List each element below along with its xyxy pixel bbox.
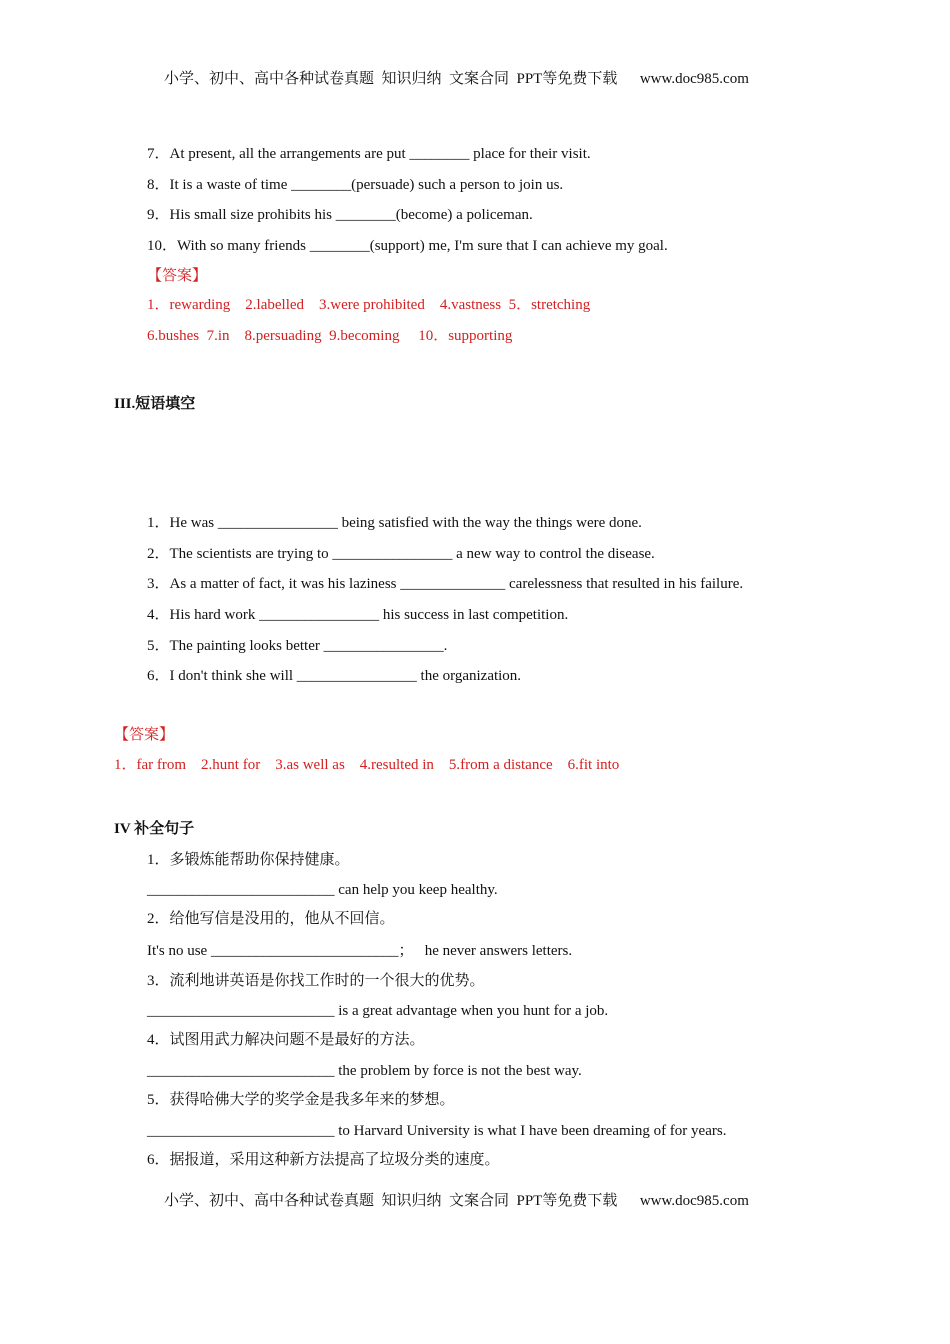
english-sentence: _________________________ to Harvard University is what I have been dreaming of for years.: [147, 1123, 727, 1139]
chinese-prompt: 4．试图用武力解决问题不是最好的方法。: [147, 1032, 425, 1048]
exercise-item: 2．The scientists are trying to ________________ a new way to control the disease.: [147, 546, 655, 562]
english-sentence: _________________________ the problem by force is not the best way.: [147, 1063, 582, 1079]
answer-line: 1．far from 2.hunt for 3.as well as 4.resulted in 5.from a distance 6.fit into: [114, 757, 620, 773]
exercise-item: 9．His small size prohibits his ________(become) a policeman.: [147, 207, 533, 223]
exercise-item: 10．With so many friends ________(support) me, I'm sure that I can achieve my goal.: [147, 238, 668, 254]
page-header: 小学、初中、高中各种试卷真题 知识归纳 文案合同 PPT等免费下载 www.doc985.com: [164, 71, 749, 87]
exercise-item: 1．He was ________________ being satisfied with the way the things were done.: [147, 515, 642, 531]
exercise-item: 3．As a matter of fact, it was his laziness ______________ carelessness that resulted in his failure.: [147, 576, 744, 592]
english-sentence: It's no use _________________________； he never answers letters.: [147, 943, 573, 959]
answer-line: 6.bushes 7.in 8.persuading 9.becoming 10．supporting: [147, 328, 513, 344]
section-title: IV 补全句子: [114, 821, 195, 837]
chinese-prompt: 5．获得哈佛大学的奖学金是我多年来的梦想。: [147, 1092, 455, 1108]
exercise-item: 5．The painting looks better ________________.: [147, 638, 448, 654]
english-sentence: _________________________ is a great advantage when you hunt for a job.: [147, 1003, 609, 1019]
section-title: III.短语填空: [114, 396, 196, 412]
chinese-prompt: 3．流利地讲英语是你找工作时的一个很大的优势。: [147, 973, 485, 989]
english-sentence: _________________________ can help you keep healthy.: [147, 882, 498, 898]
chinese-prompt: 2．给他写信是没用的，他从不回信。: [147, 911, 395, 927]
answer-label: 【答案】: [147, 268, 208, 284]
chinese-prompt: 6．据报道，采用这种新方法提高了垃圾分类的速度。: [147, 1152, 500, 1168]
chinese-prompt: 1．多锻炼能帮助你保持健康。: [147, 852, 350, 868]
exercise-item: 4．His hard work ________________ his success in last competition.: [147, 607, 569, 623]
answer-line: 1．rewarding 2.labelled 3.were prohibited 4.vastness 5．stretching: [147, 297, 591, 313]
answer-label: 【答案】: [114, 727, 175, 743]
exercise-item: 8．It is a waste of time ________(persuade) such a person to join us.: [147, 177, 564, 193]
exercise-item: 6．I don't think she will ________________ the organization.: [147, 668, 522, 684]
exercise-item: 7．At present, all the arrangements are put ________ place for their visit.: [147, 146, 591, 162]
page-footer: 小学、初中、高中各种试卷真题 知识归纳 文案合同 PPT等免费下载 www.doc985.com: [164, 1193, 749, 1209]
